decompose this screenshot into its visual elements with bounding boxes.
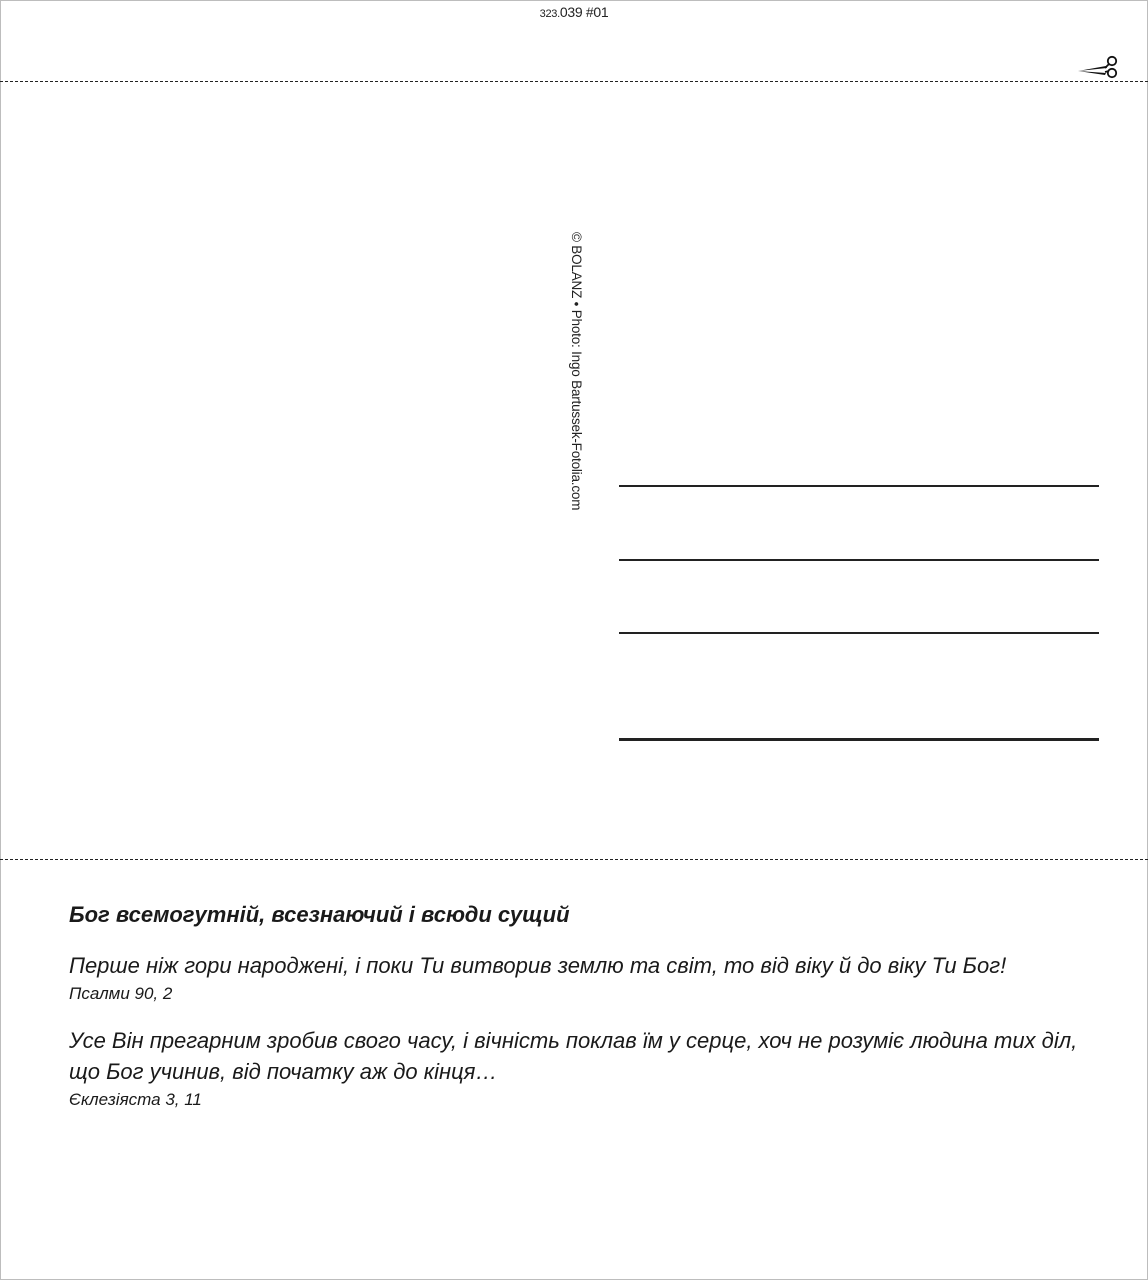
product-code-main: 039 #01 (559, 4, 609, 20)
top-cut-line (0, 81, 1148, 82)
photo-credit-text: © BOLANZ • Photo: Ingo Bartussek-Fotolia.com (569, 232, 584, 511)
address-line-3 (619, 632, 1099, 634)
photo-credit (566, 232, 584, 532)
address-line-1 (619, 485, 1099, 487)
scissors-icon (1076, 52, 1122, 82)
product-code (0, 4, 1148, 20)
verse-text: Усе Він прегарним зробив свого часу, і вічність поклав їм у серце, хоч не розуміє людина тих діл, що Бог учинив, від початку аж до кінця… (69, 1028, 1078, 1084)
address-line-4 (619, 738, 1099, 741)
verses-heading: Бог всемогутній, всезнаючий і всюди сущий (69, 902, 570, 927)
verse-reference: Єклезіяста 3, 11 (69, 1090, 202, 1109)
verses-section (69, 900, 1109, 1131)
verse-reference: Псалми 90, 2 (69, 984, 173, 1003)
product-code-prefix: 323. (539, 8, 560, 20)
verse-text: Перше ніж гори народжені, і поки Ти витворив землю та світ, то від віку й до віку Ти Бог! (69, 953, 1007, 978)
address-line-2 (619, 559, 1099, 561)
bottom-cut-line (0, 859, 1148, 860)
